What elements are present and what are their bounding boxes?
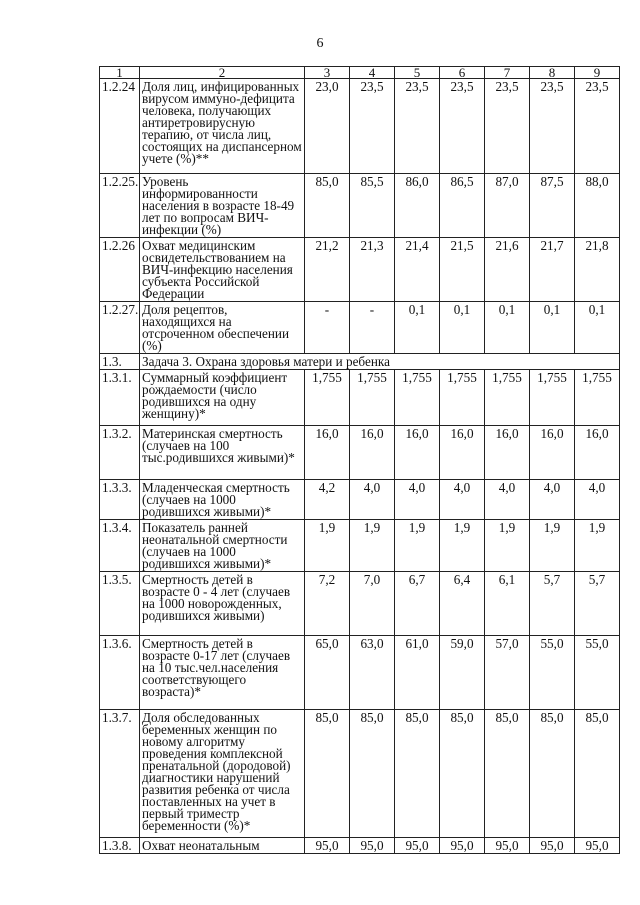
indicator-value: 1,9 [530,520,575,572]
indicator-label: Материнская смертность (случаев на 100 тыс.родившихся живыми)* [140,426,305,480]
row-number: 1.2.26 [100,238,140,302]
indicator-label: Доля рецептов, находящихся на отсроченном обеспечении (%) [140,302,305,354]
column-number: 6 [440,67,485,79]
indicator-value: 16,0 [530,426,575,480]
indicator-value: 1,755 [530,370,575,426]
indicator-label: Младенческая смертность (случаев на 1000 родившихся живыми)* [140,480,305,520]
indicator-value: 88,0 [575,174,620,238]
indicators-table [99,66,620,854]
indicator-value: 95,0 [350,838,395,854]
indicator-label: Охват медицинским освидетельствованием на ВИЧ-инфекцию населения субъекта Российской Федерации [140,238,305,302]
indicator-label: Смертность детей в возрасте 0 - 4 лет (случаев на 1000 новорожденных, родившихся живыми) [140,572,305,636]
row-number: 1.2.25. [100,174,140,238]
indicator-value: 86,0 [395,174,440,238]
indicator-value: 85,0 [305,174,350,238]
indicator-value: 23,5 [395,79,440,174]
indicator-value: 95,0 [395,838,440,854]
indicator-value: 4,2 [305,480,350,520]
table-row [100,79,620,174]
indicator-value: 55,0 [530,636,575,710]
indicator-value: 1,9 [440,520,485,572]
row-number: 1.3.2. [100,426,140,480]
indicator-value: 85,0 [350,710,395,838]
column-number: 9 [575,67,620,79]
indicator-label: Показатель ранней неонатальной смертности (случаев на 1000 родившихся живыми)* [140,520,305,572]
section-number: 1.3. [100,354,140,370]
table-row [100,480,620,520]
indicator-value: 4,0 [530,480,575,520]
indicator-value: 95,0 [575,838,620,854]
indicator-value: 1,9 [305,520,350,572]
indicator-value: 55,0 [575,636,620,710]
indicator-value: 1,755 [350,370,395,426]
table-row [100,838,620,854]
indicator-value: 0,1 [530,302,575,354]
indicator-value: 0,1 [395,302,440,354]
column-number: 8 [530,67,575,79]
indicator-value: 21,8 [575,238,620,302]
indicator-value: 4,0 [575,480,620,520]
indicator-value: 1,755 [575,370,620,426]
indicator-value: 5,7 [575,572,620,636]
indicator-value: 6,4 [440,572,485,636]
indicator-value: 95,0 [305,838,350,854]
indicator-value: 21,7 [530,238,575,302]
indicator-value: 1,755 [485,370,530,426]
indicator-value: 1,755 [305,370,350,426]
indicator-value: 59,0 [440,636,485,710]
table-row [100,520,620,572]
indicator-value: 1,755 [440,370,485,426]
indicator-value: 21,4 [395,238,440,302]
row-number: 1.3.1. [100,370,140,426]
indicator-value: 16,0 [350,426,395,480]
page-number: 6 [316,36,324,51]
column-number: 7 [485,67,530,79]
table-row [100,710,620,838]
section-row [100,354,620,370]
indicator-value: 65,0 [305,636,350,710]
indicator-value: 7,0 [350,572,395,636]
indicator-value: 85,0 [485,710,530,838]
indicator-label: Доля лиц, инфицированных вирусом иммуно-дефицита человека, получающих антиретровирусную терапию, от числа лиц, состоящих на диспансерном учете (%)** [140,79,305,174]
indicator-value: 6,1 [485,572,530,636]
indicator-value: 86,5 [440,174,485,238]
indicator-value: 23,5 [485,79,530,174]
indicator-value: 85,5 [350,174,395,238]
indicator-value: 16,0 [395,426,440,480]
indicator-value: 16,0 [575,426,620,480]
indicator-value: 61,0 [395,636,440,710]
column-number: 2 [140,67,305,79]
indicator-value: 4,0 [395,480,440,520]
indicator-label: Смертность детей в возрасте 0-17 лет (случаев на 10 тыс.чел.населения соответствующего возраста)* [140,636,305,710]
indicator-value: 63,0 [350,636,395,710]
column-number-row [100,67,620,79]
indicator-value: 7,2 [305,572,350,636]
table-row [100,636,620,710]
indicator-value: 21,6 [485,238,530,302]
table-row [100,174,620,238]
table-row [100,302,620,354]
indicator-value: 16,0 [485,426,530,480]
indicator-label: Охват неонатальным [140,838,305,854]
indicator-value: 21,2 [305,238,350,302]
indicator-value: 95,0 [530,838,575,854]
indicator-value: 21,3 [350,238,395,302]
indicator-value: 23,5 [530,79,575,174]
indicator-value: 4,0 [350,480,395,520]
indicator-value: 5,7 [530,572,575,636]
row-number: 1.3.8. [100,838,140,854]
row-number: 1.3.5. [100,572,140,636]
indicator-label: Доля обследованных беременных женщин по новому алгоритму проведения комплексной пренатальной (дородовой) диагностики нарушений развития ребенка от числа поставленных на учет в первый триместр беременности (%)* [140,710,305,838]
column-number: 5 [395,67,440,79]
indicator-value: 1,755 [395,370,440,426]
indicator-value: 85,0 [575,710,620,838]
table-row [100,238,620,302]
indicator-value: 1,9 [575,520,620,572]
indicator-value: 0,1 [440,302,485,354]
row-number: 1.2.24 [100,79,140,174]
indicator-value: 21,5 [440,238,485,302]
table-row [100,426,620,480]
indicator-value: 4,0 [440,480,485,520]
indicator-value: 87,0 [485,174,530,238]
section-title: Задача 3. Охрана здоровья матери и ребенка [140,354,620,370]
indicator-value: 23,5 [440,79,485,174]
column-number: 1 [100,67,140,79]
indicator-label: Уровень информированности населения в возрасте 18-49 лет по вопросам ВИЧ-инфекции (%) [140,174,305,238]
indicator-value: - [350,302,395,354]
row-number: 1.3.6. [100,636,140,710]
indicator-value: 16,0 [440,426,485,480]
row-number: 1.2.27. [100,302,140,354]
indicator-value: 23,5 [575,79,620,174]
indicator-value: 57,0 [485,636,530,710]
indicator-value: 1,9 [350,520,395,572]
indicator-value: 1,9 [485,520,530,572]
indicator-value: 16,0 [305,426,350,480]
indicator-value: 6,7 [395,572,440,636]
indicator-value: 95,0 [440,838,485,854]
indicator-value: 85,0 [530,710,575,838]
indicator-value: 0,1 [575,302,620,354]
indicator-value: 95,0 [485,838,530,854]
indicator-value: 0,1 [485,302,530,354]
indicator-value: 87,5 [530,174,575,238]
column-number: 4 [350,67,395,79]
row-number: 1.3.3. [100,480,140,520]
row-number: 1.3.4. [100,520,140,572]
indicator-value: - [305,302,350,354]
indicator-value: 23,5 [350,79,395,174]
row-number: 1.3.7. [100,710,140,838]
column-number: 3 [305,67,350,79]
table-row [100,572,620,636]
table-row [100,370,620,426]
indicator-value: 85,0 [395,710,440,838]
indicator-value: 85,0 [305,710,350,838]
indicator-value: 85,0 [440,710,485,838]
indicator-value: 23,0 [305,79,350,174]
indicator-value: 4,0 [485,480,530,520]
indicator-value: 1,9 [395,520,440,572]
indicator-label: Суммарный коэффициент рождаемости (число родившихся на одну женщину)* [140,370,305,426]
table-body [100,67,620,854]
